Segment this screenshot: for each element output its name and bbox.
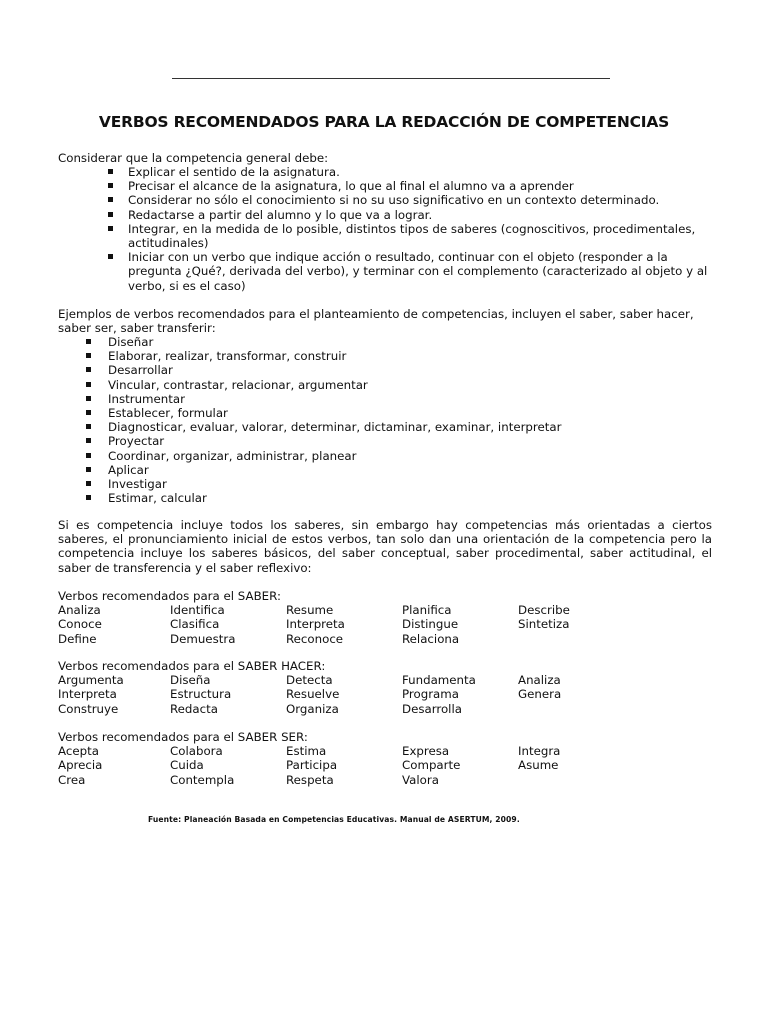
section-heading: Verbos recomendados para el SABER SER: xyxy=(58,730,308,744)
source-citation: Fuente: Planeación Basada en Competencias Educativas. Manual de ASERTUM, 2009. xyxy=(148,815,520,824)
verb-cell xyxy=(518,773,638,787)
verb-cell: Conoce xyxy=(58,617,102,632)
list-item: Coordinar, organizar, administrar, planear xyxy=(86,449,686,463)
verb-table xyxy=(58,673,718,716)
list-item: Diagnosticar, evaluar, valorar, determinar, dictaminar, examinar, interpretar xyxy=(86,420,686,434)
verb-cell: Detecta xyxy=(286,673,333,688)
verb-cell: Desarrolla xyxy=(402,701,462,716)
verb-cell: Relaciona xyxy=(402,631,460,646)
verb-cell: Reconoce xyxy=(286,631,344,646)
verb-table xyxy=(58,744,718,787)
list-item: Elaborar, realizar, transformar, construir xyxy=(86,349,686,363)
verb-cell: Organiza xyxy=(286,701,339,716)
list-item: Vincular, contrastar, relacionar, argumentar xyxy=(86,378,686,392)
verbs-saber-hacer-section xyxy=(58,659,718,716)
requirements-list xyxy=(108,165,712,293)
verb-cell: Fundamenta xyxy=(402,673,476,688)
list-item: Considerar no sólo el conocimiento si no su uso significativo en un contexto determinado. xyxy=(108,193,712,207)
examples-intro: Ejemplos de verbos recomendados para el planteamiento de competencias, incluyen el saber, saber hacer, saber ser, saber transferir: xyxy=(58,307,694,336)
verb-cell: Colabora xyxy=(170,744,223,759)
verb-cell: Resuelve xyxy=(286,687,340,702)
verb-cell: Analiza xyxy=(518,673,561,688)
verb-cell: Cuida xyxy=(170,758,204,773)
verb-cell: Planifica xyxy=(402,603,452,618)
verb-cell: Genera xyxy=(518,687,562,702)
verb-cell: Comparte xyxy=(402,758,461,773)
section-heading: Verbos recomendados para el SABER HACER: xyxy=(58,659,326,673)
examples-list xyxy=(86,335,686,505)
verb-cell: Expresa xyxy=(402,744,450,759)
verb-cell: Diseña xyxy=(170,673,211,688)
verb-cell: Interpreta xyxy=(286,617,345,632)
verb-cell: Participa xyxy=(286,758,338,773)
section-heading: Verbos recomendados para el SABER: xyxy=(58,589,281,603)
verb-cell: Redacta xyxy=(170,701,218,716)
verb-cell xyxy=(518,632,638,646)
verb-cell: Interpreta xyxy=(58,687,117,702)
list-item: Proyectar xyxy=(86,434,686,448)
verb-cell: Distingue xyxy=(402,617,459,632)
intro-text: Considerar que la competencia general debe: xyxy=(58,151,329,165)
list-item: Instrumentar xyxy=(86,392,686,406)
verb-cell: Contempla xyxy=(170,772,235,787)
header-rule xyxy=(172,78,610,79)
list-item: Desarrollar xyxy=(86,363,686,377)
verb-cell xyxy=(518,702,638,716)
verb-cell: Valora xyxy=(402,772,439,787)
verb-cell: Demuestra xyxy=(170,631,236,646)
verb-cell: Define xyxy=(58,631,97,646)
verb-cell: Describe xyxy=(518,603,570,618)
verb-cell: Identifica xyxy=(170,603,225,618)
verb-table xyxy=(58,603,718,646)
verb-cell: Resume xyxy=(286,603,334,618)
verb-cell: Crea xyxy=(58,772,86,787)
verb-cell: Aprecia xyxy=(58,758,103,773)
list-item: Diseñar xyxy=(86,335,686,349)
list-item: Investigar xyxy=(86,477,686,491)
list-item: Integrar, en la medida de lo posible, distintos tipos de saberes (cognoscitivos, procedimentales, actitudinales) xyxy=(108,222,712,250)
verb-cell: Construye xyxy=(58,701,119,716)
verb-cell: Estima xyxy=(286,744,327,759)
verbs-saber-ser-section xyxy=(58,730,718,787)
verb-cell: Acepta xyxy=(58,744,99,759)
list-item: Explicar el sentido de la asignatura. xyxy=(108,165,712,179)
verb-cell: Estructura xyxy=(170,687,232,702)
saberes-paragraph: Si es competencia incluye todos los saberes, sin embargo hay competencias más orientadas a ciertos saberes, el pronunciamiento inicial de estos verbos, tan solo dan una orientación de la competencia pero la competencia incluye los saberes básicos, del saber conceptual, saber procedimental, saber actitudinal, el saber de transferencia y el saber reflexivo: xyxy=(58,518,712,575)
verb-cell: Sintetiza xyxy=(518,617,570,632)
verb-cell: Integra xyxy=(518,744,561,759)
list-item: Aplicar xyxy=(86,463,686,477)
list-item: Establecer, formular xyxy=(86,406,686,420)
list-item: Estimar, calcular xyxy=(86,491,686,505)
list-item: Iniciar con un verbo que indique acción o resultado, continuar con el objeto (responder a la pregunta ¿Qué?, derivada del verbo), y terminar con el complemento (caracterizado al objeto y al verbo, si es el caso) xyxy=(108,250,712,293)
verb-cell: Asume xyxy=(518,758,559,773)
verb-cell: Argumenta xyxy=(58,673,124,688)
list-item: Redactarse a partir del alumno y lo que va a lograr. xyxy=(108,208,712,222)
verb-cell: Programa xyxy=(402,687,460,702)
verb-cell: Analiza xyxy=(58,603,101,618)
verb-cell: Clasifica xyxy=(170,617,220,632)
verb-cell: Respeta xyxy=(286,772,334,787)
document-title: VERBOS RECOMENDADOS PARA LA REDACCIÓN DE COMPETENCIAS xyxy=(98,113,670,131)
list-item: Precisar el alcance de la asignatura, lo que al final el alumno va a aprender xyxy=(108,179,712,193)
verbs-saber-section xyxy=(58,589,718,646)
